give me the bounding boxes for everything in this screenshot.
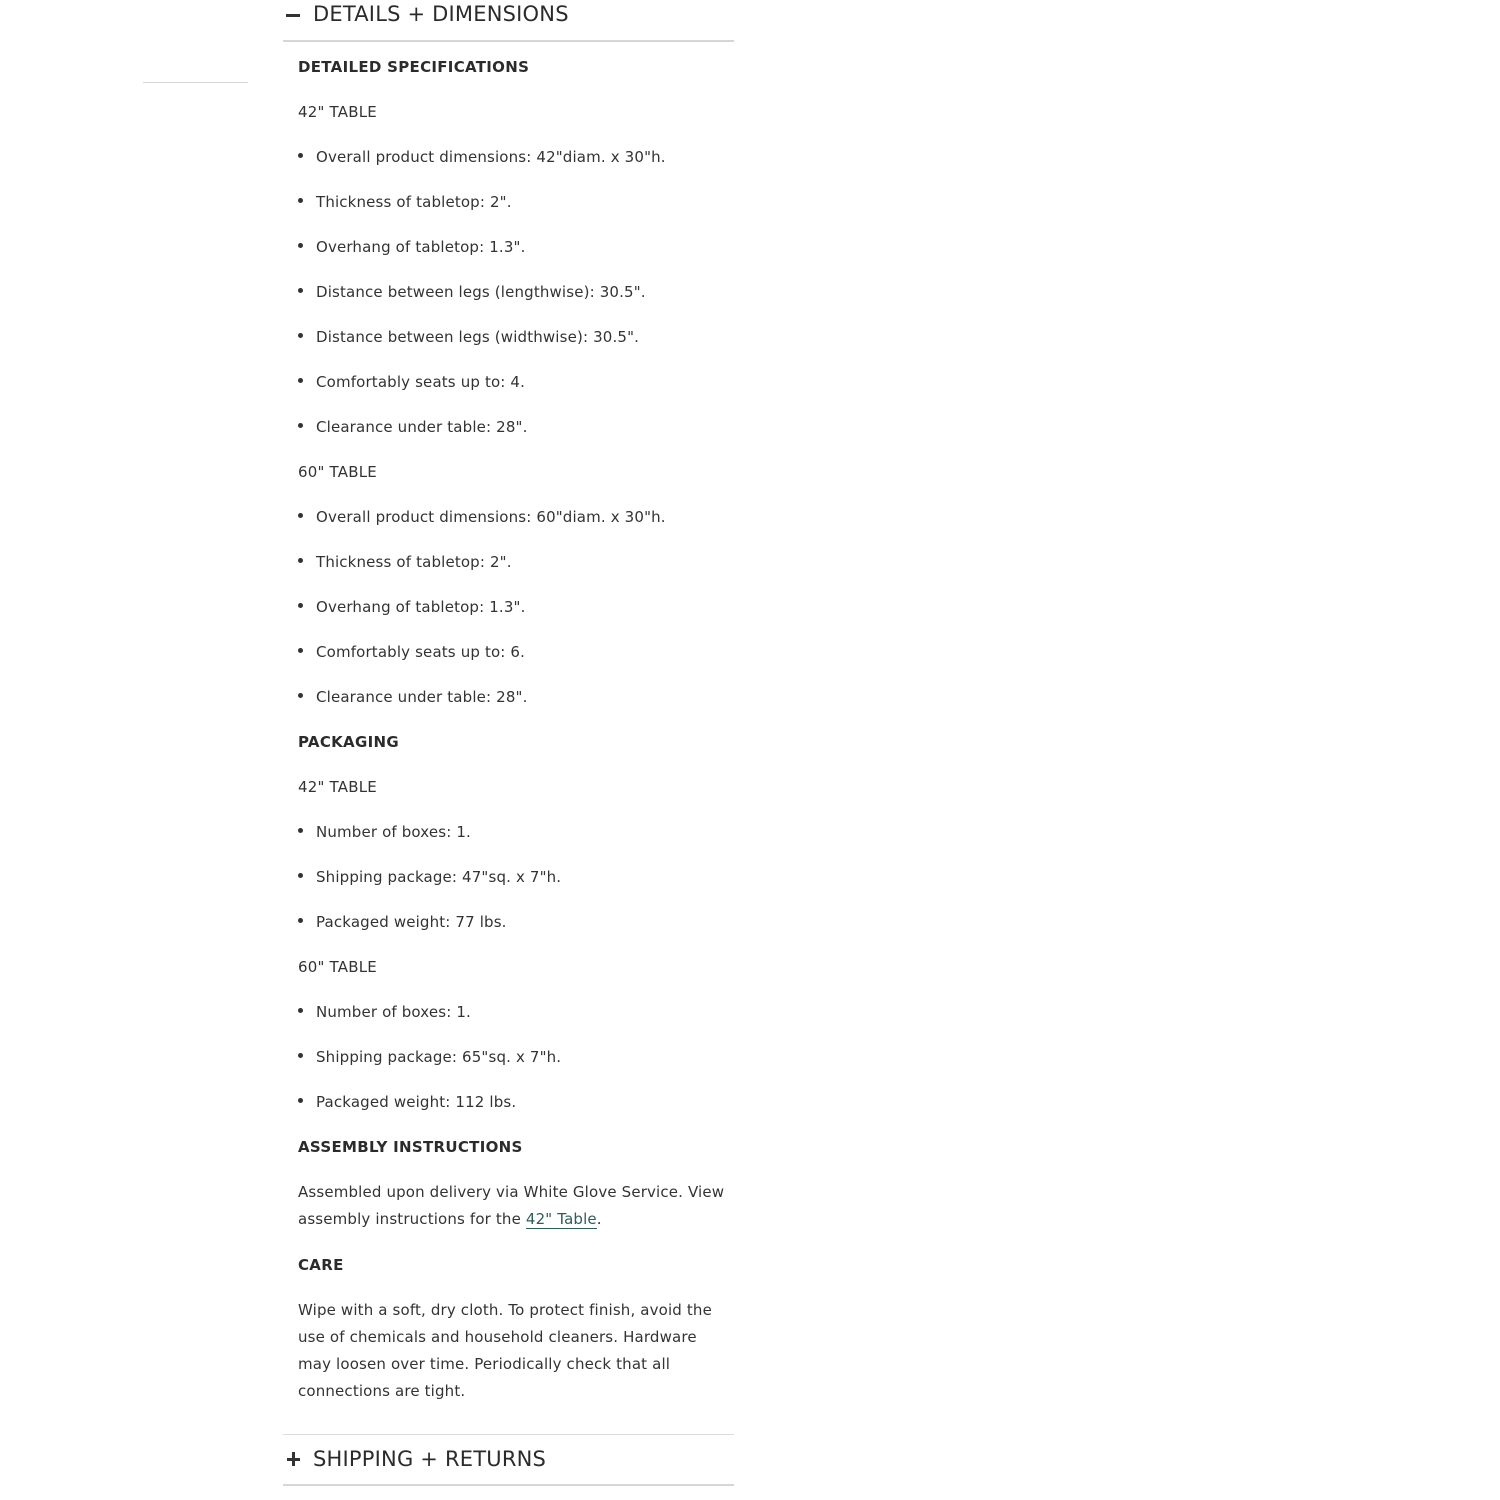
care-heading: CARE [298, 1256, 344, 1274]
packaging-heading: PACKAGING [298, 733, 399, 751]
bullet-icon [298, 423, 303, 428]
assembly-instructions-text: Assembled upon delivery via White Glove Service. View assembly instructions for the 42" Table. [298, 1183, 725, 1228]
list-item: Distance between legs (widthwise): 30.5". [298, 328, 639, 346]
bullet-icon [298, 873, 303, 878]
bullet-icon [298, 828, 303, 833]
packaging-60-label: 60" TABLE [298, 958, 377, 976]
list-item: Overhang of tabletop: 1.3". [298, 598, 526, 616]
details-accordion-body [283, 42, 734, 1435]
packaging-42-label: 42" TABLE [298, 778, 377, 796]
list-item: Thickness of tabletop: 2". [298, 553, 512, 571]
list-item: Number of boxes: 1. [298, 1003, 471, 1021]
detailed-specifications-heading: DETAILED SPECIFICATIONS [298, 58, 530, 76]
list-item: Packaged weight: 77 lbs. [298, 913, 507, 931]
assembly-instructions-heading: ASSEMBLY INSTRUCTIONS [298, 1138, 523, 1156]
bullet-icon [298, 288, 303, 293]
bullet-icon [298, 558, 303, 563]
bullet-icon [298, 513, 303, 518]
list-item: Overall product dimensions: 60"diam. x 30"h. [298, 508, 666, 526]
list-item: Thickness of tabletop: 2". [298, 193, 512, 211]
bullet-icon [298, 603, 303, 608]
bullet-icon [298, 648, 303, 653]
table-42-label: 42" TABLE [298, 103, 377, 121]
list-item: Comfortably seats up to: 6. [298, 643, 525, 661]
details-accordion-title: DETAILS + DIMENSIONS [313, 2, 569, 26]
shipping-returns-accordion-header[interactable] [283, 1434, 734, 1486]
list-item: Shipping package: 65"sq. x 7"h. [298, 1048, 561, 1066]
bullet-icon [298, 378, 303, 383]
bullet-icon [298, 1098, 303, 1103]
bullet-icon [298, 918, 303, 923]
care-text: Wipe with a soft, dry cloth. To protect finish, avoid the use of chemicals and household cleaners. Hardware may loosen over time. Periodically check that all connections are tight. [298, 1301, 712, 1400]
minus-icon[interactable] [286, 7, 302, 23]
bullet-icon [298, 333, 303, 338]
list-item: Overhang of tabletop: 1.3". [298, 238, 526, 256]
list-item: Shipping package: 47"sq. x 7"h. [298, 868, 561, 886]
plus-icon[interactable] [287, 1452, 301, 1466]
details-accordion [283, 0, 734, 1435]
bullet-icon [298, 243, 303, 248]
list-item: Number of boxes: 1. [298, 823, 471, 841]
details-accordion-header[interactable] [283, 0, 734, 42]
left-column-divider [143, 82, 248, 83]
list-item: Clearance under table: 28". [298, 688, 528, 706]
bullet-icon [298, 1008, 303, 1013]
list-item: Comfortably seats up to: 4. [298, 373, 525, 391]
list-item: Packaged weight: 112 lbs. [298, 1093, 516, 1111]
shipping-returns-title: SHIPPING + RETURNS [313, 1447, 547, 1471]
bullet-icon [298, 153, 303, 158]
list-item: Distance between legs (lengthwise): 30.5". [298, 283, 646, 301]
list-item: Overall product dimensions: 42"diam. x 30"h. [298, 148, 666, 166]
bullet-icon [298, 1053, 303, 1058]
bullet-icon [298, 198, 303, 203]
table-60-label: 60" TABLE [298, 463, 377, 481]
assembly-instructions-link[interactable]: 42" Table [525, 1210, 597, 1228]
list-item: Clearance under table: 28". [298, 418, 528, 436]
bullet-icon [298, 693, 303, 698]
